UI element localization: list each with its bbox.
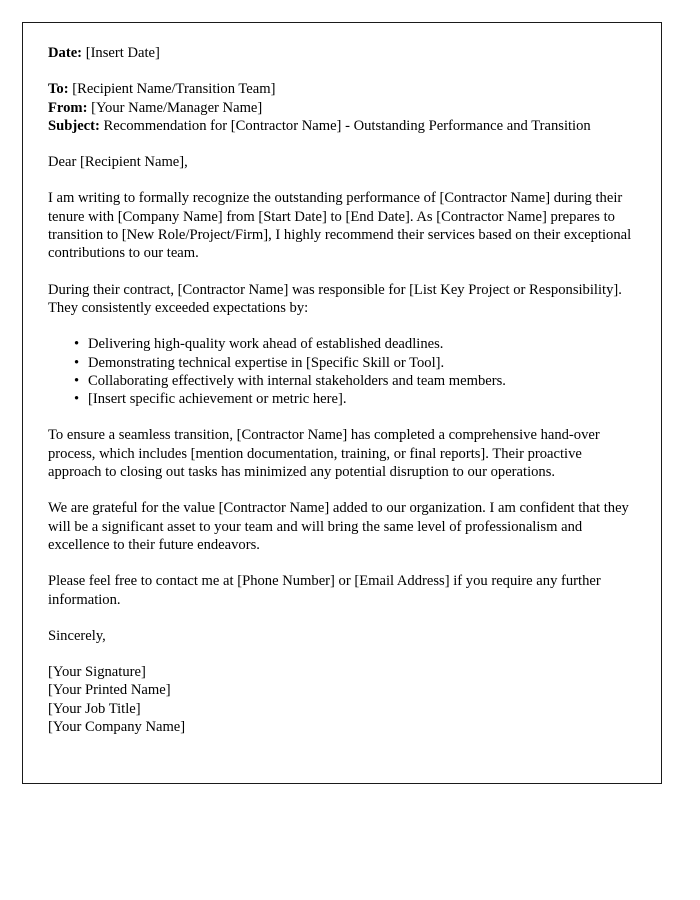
list-item-text: Delivering high-quality work ahead of established deadlines. — [88, 336, 444, 353]
signature-placeholder: [Your Signature] — [48, 664, 146, 681]
company-name-placeholder: [Your Company Name] — [48, 719, 186, 736]
to-value: [Recipient Name/Transition Team] — [72, 81, 276, 98]
date-value: [Insert Date] — [85, 45, 160, 61]
list-item-text: Demonstrating technical expertise in [Specific Skill or Tool]. — [88, 354, 445, 371]
paragraph-transition: To ensure a seamless transition, [Contractor Name] has completed a comprehensive hand-over process, which includes [mention documentation, training, or final reports]. Their proactive approach to closing out tasks has minimized any potential disruption to our operations. — [48, 427, 600, 481]
from-value: [Your Name/Manager Name] — [91, 99, 263, 116]
to-line — [48, 80, 633, 98]
signature-block — [48, 663, 633, 736]
paragraph-opening: I am writing to formally recognize the outstanding performance of [Contractor Name] during their tenure with [Company Name] from [Start Date] to [End Date]. As [Contractor Name] prepares to transition to [New Role/Project/Firm], I highly recommend their services based on their exceptional contributions to our team. — [48, 190, 632, 262]
list-item — [48, 354, 633, 372]
date-line — [48, 44, 633, 62]
address-block — [48, 80, 633, 135]
list-item — [48, 390, 633, 408]
list-item-text: [Insert specific achievement or metric here]. — [88, 391, 347, 408]
paragraph-contact: Please feel free to contact me at [Phone Number] or [Email Address] if you require any further information. — [48, 573, 601, 608]
bullet-point-icon: • — [74, 372, 80, 389]
to-label: To: — [48, 81, 69, 98]
bullet-point-icon: • — [74, 336, 80, 353]
date-label: Date: — [48, 45, 83, 61]
paragraph-gratitude: We are grateful for the value [Contractor Name] added to our organization. I am confident that they will be a significant asset to your team and will bring the same level of professionalism and excellence to their future endeavors. — [48, 500, 629, 553]
document-page-border — [22, 22, 662, 784]
achievements-list — [48, 335, 633, 408]
subject-line — [48, 117, 633, 135]
bullet-point-icon: • — [74, 391, 80, 408]
printed-name-placeholder: [Your Printed Name] — [48, 682, 171, 699]
subject-label: Subject: — [48, 117, 100, 134]
subject-value: Recommendation for [Contractor Name] - Outstanding Performance and Transition — [103, 117, 591, 134]
list-item — [48, 335, 633, 353]
from-label: From: — [48, 99, 88, 116]
from-line — [48, 99, 633, 117]
salutation: Dear [Recipient Name], — [48, 154, 188, 171]
letter-body — [48, 44, 633, 736]
paragraph-responsibilities: During their contract, [Contractor Name] was responsible for [List Key Project or Responsibility]. They consistently exceeded expectations by: — [48, 281, 622, 316]
bullet-point-icon: • — [74, 354, 80, 371]
list-item-text: Collaborating effectively with internal stakeholders and team members. — [88, 372, 506, 389]
list-item — [48, 372, 633, 390]
closing-salutation: Sincerely, — [48, 627, 106, 644]
job-title-placeholder: [Your Job Title] — [48, 700, 141, 717]
